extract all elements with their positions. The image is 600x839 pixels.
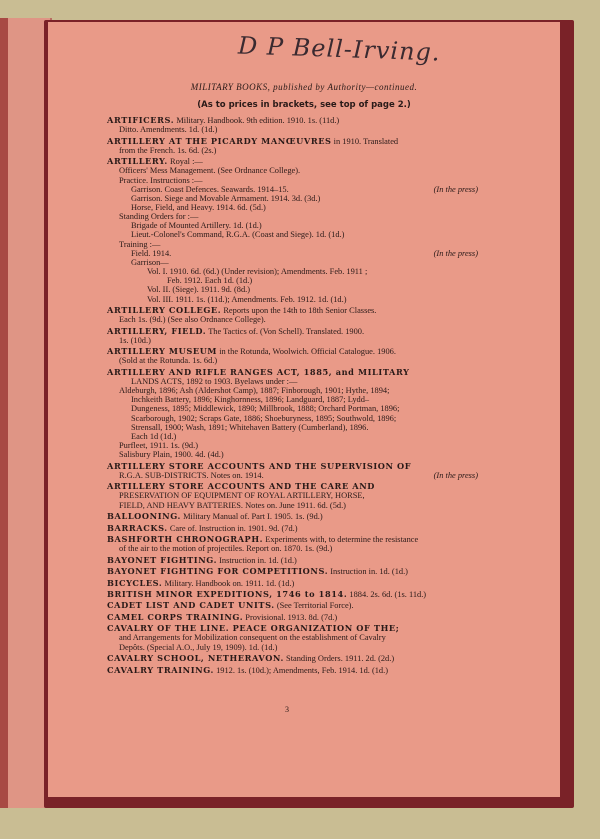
- book-entry: [107, 157, 478, 304]
- entry-text: 1s. (10d.): [119, 335, 151, 345]
- entry-heading: CADET LIST AND CADET UNITS.: [107, 600, 275, 611]
- entry-text: Each 1d (1d.): [131, 431, 177, 441]
- entry-text: Strensall, 1900; Wash, 1891; Whitehaven Battery (Cumberland), 1896.: [131, 422, 369, 432]
- entry-line: [107, 157, 478, 166]
- entry-line: [107, 336, 478, 345]
- entry-line: [107, 441, 478, 450]
- entry-line: [107, 432, 478, 441]
- book-entry: [107, 601, 478, 610]
- entry-heading: ARTILLERY STORE ACCOUNTS AND THE CARE AND: [107, 481, 375, 492]
- entry-line: [107, 524, 478, 533]
- entry-text: and Arrangements for Mobilization consequent on the establishment of Cavalry: [119, 633, 386, 643]
- entry-text: 1884. 2s. 6d. (1s. 11d.): [349, 589, 427, 599]
- entry-heading: CAMEL CORPS TRAINING.: [107, 611, 244, 622]
- entry-line: [107, 613, 478, 622]
- entry-heading: ARTIFICERS.: [107, 115, 175, 125]
- entry-heading: ARTILLERY MUSEUM: [107, 346, 218, 357]
- entry-text: Garrison—: [131, 257, 169, 267]
- book-entry: [107, 347, 478, 365]
- entry-line: [107, 221, 478, 230]
- entry-line: [107, 590, 478, 599]
- entry-line: [107, 377, 478, 386]
- entry-line: [107, 482, 478, 491]
- entry-line: [107, 567, 478, 576]
- entry-line: [107, 491, 478, 500]
- entry-line: [107, 414, 478, 423]
- entry-heading: BICYCLES.: [107, 577, 163, 588]
- entry-text: Standing Orders. 1911. 2d. (2d.): [286, 654, 395, 664]
- entry-line: [107, 633, 478, 642]
- entry-text: Feb. 1912. Each 1d. (1d.): [167, 276, 253, 286]
- entry-heading: BRITISH MINOR EXPEDITIONS, 1746 to 1814.: [107, 588, 348, 599]
- entry-line: [107, 356, 478, 365]
- entry-text: The Tactics of. (Von Schell). Translated. 1900.: [208, 326, 365, 336]
- book-list: [107, 116, 478, 677]
- entry-line: [107, 267, 478, 276]
- entry-heading: BAYONET FIGHTING FOR COMPETITIONS.: [107, 566, 329, 577]
- entry-text: Military. Handbook on. 1911. 1d. (1d.): [164, 578, 295, 588]
- entry-line: [107, 368, 478, 377]
- entry-text: Garrison. Coast Defences. Seawards. 1914–15.: [131, 184, 289, 194]
- entry-line: [107, 185, 478, 194]
- entry-text: Purfleet, 1911. 1s. (9d.): [119, 441, 199, 451]
- entry-line: [107, 462, 478, 471]
- entry-line: [107, 203, 478, 212]
- entry-line: [107, 258, 478, 267]
- book-entry: [107, 590, 478, 599]
- entry-text: Horse, Field, and Heavy. 1914. 6d. (5d.): [131, 203, 266, 212]
- entry-text: from the French. 1s. 6d. (2s.): [119, 145, 217, 155]
- entry-line: [107, 601, 478, 610]
- handwritten-signature: D P Bell-Irving.: [237, 31, 442, 67]
- entry-line: [107, 450, 478, 459]
- book-entry: [107, 137, 478, 155]
- entry-line: [107, 535, 478, 544]
- entry-text: Garrison. Siege and Movable Armament. 1914. 3d. (3d.): [131, 193, 321, 203]
- entry-line: [107, 295, 478, 304]
- entry-heading: BASHFORTH CHRONOGRAPH.: [107, 533, 264, 544]
- entry-heading: ARTILLERY, FIELD.: [107, 325, 207, 336]
- entry-text: Reports upon the 14th to 18th Senior Classes.: [223, 306, 377, 316]
- entry-text: Provisional. 1913. 8d. (7d.): [245, 612, 338, 622]
- book-entry: [107, 613, 478, 622]
- book-entry: [107, 556, 478, 565]
- entry-line: [107, 556, 478, 565]
- entry-line: [107, 471, 478, 480]
- book-entry: [107, 482, 478, 509]
- entry-line: [107, 624, 478, 633]
- price-note: (As to prices in brackets, see top of page 2.): [197, 100, 411, 110]
- book-entry: [107, 327, 478, 345]
- entry-text: Ditto. Amendments. 1d. (1d.): [119, 125, 218, 135]
- entry-line: [107, 249, 478, 258]
- entry-heading: BARRACKS.: [107, 522, 168, 533]
- press-status: (In the press): [433, 248, 478, 258]
- entry-text: Dungeness, 1895; Middlewick, 1890; Millbrook, 1888; Orchard Portman, 1896;: [131, 404, 400, 414]
- entry-heading: CAVALRY SCHOOL, NETHERAVON.: [107, 653, 284, 664]
- entry-line: [107, 285, 478, 294]
- entry-line: [107, 137, 478, 146]
- entry-text: Field. 1914.: [131, 248, 172, 258]
- book-entry: [107, 579, 478, 588]
- book-entry: [107, 368, 478, 460]
- entry-heading: ARTILLERY AND RIFLE RANGES ACT, 1885, and MILITARY: [107, 366, 410, 377]
- book-entry: [107, 462, 478, 480]
- press-status: (In the press): [433, 470, 478, 480]
- entry-line: [107, 579, 478, 588]
- entry-text: Inchkeith Battery, 1896; Kinghornness, 1896; Landguard, 1887; Lydd–: [131, 395, 370, 405]
- entry-line: [107, 643, 478, 652]
- book-entry: [107, 524, 478, 533]
- entry-line: [107, 512, 478, 521]
- entry-line: [107, 315, 478, 324]
- entry-text: Experiments with, to determine the resistance: [265, 534, 419, 544]
- entry-text: Practice. Instructions :—: [119, 175, 203, 185]
- entry-heading: ARTILLERY.: [107, 156, 168, 167]
- book-entry: [107, 535, 478, 553]
- entry-line: [107, 544, 478, 553]
- book-entry: [107, 512, 478, 521]
- entry-line: [107, 654, 478, 663]
- entry-text: Vol. II. (Siege). 1911. 9d. (8d.): [147, 285, 251, 295]
- entry-text: Instruction in. 1d. (1d.): [330, 567, 408, 577]
- facing-page-edge: [0, 18, 8, 808]
- entry-text: Standing Orders for :—: [119, 212, 199, 222]
- book-entry: [107, 624, 478, 651]
- entry-text: in the Rotunda, Woolwich. Official Catalogue. 1906.: [219, 347, 396, 357]
- entry-line: [107, 395, 478, 404]
- press-status: (In the press): [433, 184, 478, 194]
- entry-heading: CAVALRY TRAINING.: [107, 664, 214, 675]
- entry-text: PRESERVATION OF EQUIPMENT OF ROYAL ARTILLERY, HORSE,: [119, 491, 365, 501]
- entry-text: (See Territorial Force).: [276, 601, 354, 611]
- entry-line: [107, 306, 478, 315]
- entry-text: Royal :—: [169, 157, 203, 167]
- book-entry: [107, 666, 478, 675]
- entry-heading: CAVALRY OF THE LINE. PEACE ORGANIZATION OF THE;: [107, 623, 400, 634]
- entry-line: [107, 146, 478, 155]
- page-title: MILITARY BOOKS, published by Authority—continued.: [190, 82, 418, 92]
- book-entry: [107, 654, 478, 663]
- entry-text: Scarborough, 1902; Scraps Gate, 1886; Shoeburyness, 1895; Southwold, 1896;: [131, 413, 397, 423]
- entry-text: Each 1s. (9d.) (See also Ordnance College).: [119, 315, 266, 325]
- entry-text: Brigade of Mounted Artillery. 1d. (1d.): [131, 221, 262, 231]
- entry-text: Vol. III. 1911. 1s. (11d.); Amendments. Feb. 1912. 1d. (1d.): [147, 294, 347, 304]
- entry-line: [107, 327, 478, 336]
- entry-line: [107, 116, 478, 125]
- entry-text: of the air to the motion of projectiles. Report on. 1870. 1s. (9d.): [119, 544, 333, 554]
- entry-text: Vol. I. 1910. 6d. (6d.) (Under revision); Amendments. Feb. 1911 ;: [147, 267, 368, 277]
- entry-line: [107, 125, 478, 134]
- entry-line: [107, 423, 478, 432]
- entry-text: in 1910. Translated: [333, 136, 399, 146]
- entry-text: LANDS ACTS, 1892 to 1903. Byelaws under :—: [131, 377, 298, 386]
- book-entry: [107, 116, 478, 134]
- entry-text: Military Manual of. Part I. 1905. 1s. (9d.): [183, 512, 323, 522]
- entry-line: [107, 386, 478, 395]
- entry-text: Officers' Mess Management. (See Ordnance College).: [119, 166, 301, 176]
- entry-heading: ARTILLERY AT THE PICARDY MANŒUVRES: [107, 135, 332, 146]
- entry-line: [107, 176, 478, 185]
- entry-line: [107, 212, 478, 221]
- entry-line: [107, 194, 478, 203]
- entry-text: Training :—: [119, 239, 161, 249]
- entry-heading: ARTILLERY COLLEGE.: [107, 305, 222, 316]
- entry-heading: BAYONET FIGHTING.: [107, 554, 218, 565]
- entry-heading: ARTILLERY STORE ACCOUNTS AND THE SUPERVISION OF: [107, 460, 412, 471]
- entry-text: Instruction in. 1d. (1d.): [219, 555, 297, 565]
- entry-text: Military. Handbook. 9th edition. 1910. 1s. (11d.): [176, 116, 340, 125]
- entry-line: [107, 166, 478, 175]
- book-entry: [107, 306, 478, 324]
- entry-line: [107, 404, 478, 413]
- entry-text: Aldeburgh, 1896; Ash (Aldershot Camp), 1887; Finborough, 1901; Hythe, 1894;: [119, 386, 390, 396]
- entry-text: 1912. 1s. (10d.); Amendments, Feb. 1914. 1d. (1d.): [216, 665, 388, 675]
- entry-line: [107, 347, 478, 356]
- entry-text: Depôts. (Special A.O., July 19, 1909). 1d. (1d.): [119, 642, 278, 652]
- entry-line: [107, 230, 478, 239]
- entry-text: (Sold at the Rotunda. 1s. 6d.): [119, 356, 218, 366]
- entry-text: Lieut.-Colonel's Command, R.G.A. (Coast and Siege). 1d. (1d.): [131, 230, 345, 240]
- page-number: 3: [285, 705, 289, 714]
- entry-line: [107, 666, 478, 675]
- entry-line: [107, 240, 478, 249]
- entry-text: Care of. Instruction in. 1901. 9d. (7d.): [169, 523, 298, 533]
- book-entry: [107, 567, 478, 576]
- entry-line: [107, 276, 478, 285]
- entry-heading: BALLOONING.: [107, 511, 181, 522]
- entry-text: R.G.A. SUB-DISTRICTS. Notes on. 1914.: [119, 470, 264, 480]
- entry-text: Salisbury Plain, 1900. 4d. (4d.): [119, 450, 224, 460]
- entry-text: FIELD, AND HEAVY BATTERIES. Notes on. June 1911. 6d. (5d.): [119, 500, 346, 510]
- entry-line: [107, 501, 478, 510]
